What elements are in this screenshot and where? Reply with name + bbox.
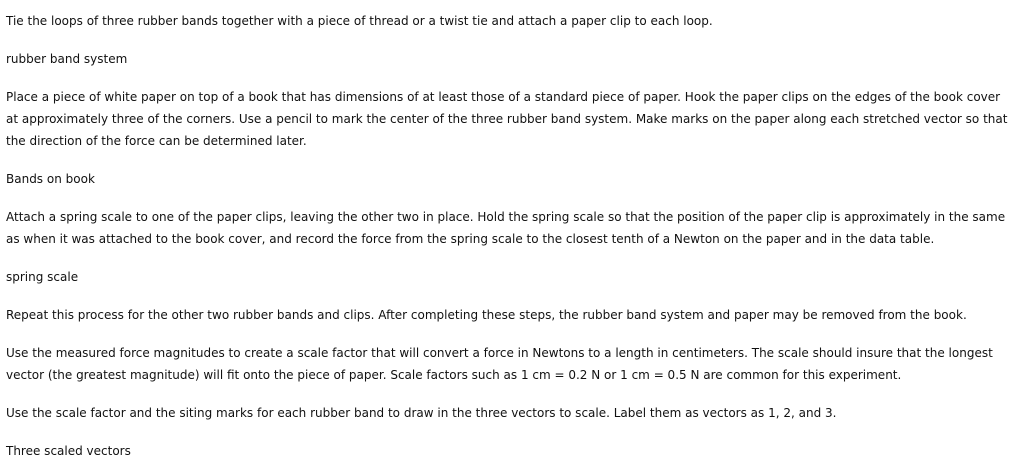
paragraph-draw-vectors: Use the scale factor and the siting marks for each rubber band to draw in the three vectors to scale. Label them as vectors as 1, 2, and 3.	[6, 406, 837, 420]
paragraph-tie-loops: Tie the loops of three rubber bands together with a piece of thread or a twist tie and attach a paper clip to each loop.	[6, 14, 713, 28]
paragraph-attach-spring-scale: Attach a spring scale to one of the paper clips, leaving the other two in place. Hold the spring scale so that the position of the paper clip is approximately in the same as when it was attached to the book cover, and record the force from the spring scale to the closest tenth of a Newton on the paper and in the data table.	[6, 210, 1006, 246]
caption-rubber-band-system: rubber band system	[6, 52, 128, 66]
caption-spring-scale: spring scale	[6, 270, 79, 284]
paragraph-place-paper: Place a piece of white paper on top of a book that has dimensions of at least those of a standard piece of paper. Hook the paper clips on the edges of the book cover at approximately three of the corners. Use a pencil to mark the center of the three rubber band system. Make marks on the paper along each stretched vector so that the direction of the force can be determined later.	[6, 90, 1008, 148]
caption-three-scaled-vectors: Three scaled vectors	[6, 444, 131, 458]
paragraph-repeat-process: Repeat this process for the other two rubber bands and clips. After completing these steps, the rubber band system and paper may be removed from the book.	[6, 308, 967, 322]
paragraph-scale-factor: Use the measured force magnitudes to create a scale factor that will convert a force in Newtons to a length in centimeters. The scale should insure that the longest vector (the greatest magnitude) will fit onto the piece of paper. Scale factors such as 1 cm = 0.2 N or 1 cm = 0.5 N are common for this experiment.	[6, 346, 993, 382]
caption-bands-on-book: Bands on book	[6, 172, 95, 186]
